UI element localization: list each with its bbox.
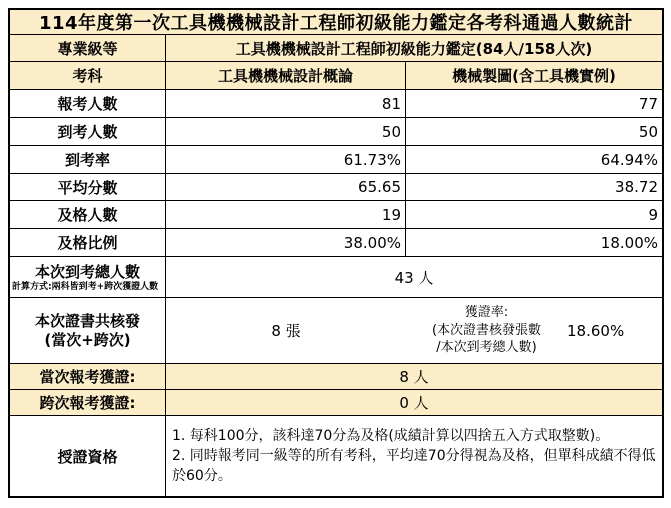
certificates-label-line2: (當次+跨次) xyxy=(44,330,131,349)
average-score-subject1: 65.65 xyxy=(166,174,406,201)
row-label-pass-ratio: 及格比例 xyxy=(10,229,166,257)
total-attended-calc-note: 計算方式:兩科皆到考+跨次獲證人數 xyxy=(12,282,159,293)
average-score-subject2: 38.72 xyxy=(406,174,662,201)
cross-certified-label: 跨次報考獲證: xyxy=(10,390,166,416)
rate-note-line1: 獲證率: xyxy=(464,305,509,321)
cross-certified-value: 0 人 xyxy=(166,390,662,416)
row-label-applicants: 報考人數 xyxy=(10,90,166,118)
qualification-rule-2: 2. 同時報考同一級等的所有考科，平均達70分得視為及格，但單科成績不得低於60分。 xyxy=(172,447,656,485)
certificates-label-line1: 本次證書共核發 xyxy=(34,311,140,330)
row-label-attendees: 到考人數 xyxy=(10,118,166,146)
total-attended-title: 本次到考總人數 xyxy=(34,263,140,282)
passed-count-subject2: 9 xyxy=(406,201,662,229)
row-label-attendance-rate: 到考率 xyxy=(10,146,166,174)
pass-ratio-subject1: 38.00% xyxy=(166,229,406,257)
level-value: 工具機機械設計工程師初級能力鑑定(84人/158人次) xyxy=(166,35,662,62)
certificates-value-area xyxy=(166,298,662,364)
applicants-subject2: 77 xyxy=(406,90,662,118)
certificates-count: 8 張 xyxy=(271,322,301,340)
row-label-passed-count: 及格人數 xyxy=(10,201,166,229)
rate-note-line2: (本次證書核發張數 xyxy=(431,322,542,338)
pass-ratio-subject2: 18.00% xyxy=(406,229,662,257)
attendees-subject2: 50 xyxy=(406,118,662,146)
current-certified-value: 8 人 xyxy=(166,364,662,390)
subject-header-label: 考科 xyxy=(10,62,166,90)
page-title: 114年度第一次工具機機械設計工程師初級能力鑑定各考科通過人數統計 xyxy=(10,10,662,35)
qualification-label: 授證資格 xyxy=(10,416,166,496)
level-label: 專業級等 xyxy=(10,35,166,62)
attendees-subject1: 50 xyxy=(166,118,406,146)
attendance-rate-subject1: 61.73% xyxy=(166,146,406,174)
certificates-label xyxy=(10,298,166,364)
rate-note-line3: /本次到考總人數) xyxy=(436,340,537,356)
statistics-table xyxy=(8,8,664,498)
qualification-rules xyxy=(166,416,662,496)
applicants-subject1: 81 xyxy=(166,90,406,118)
total-attended-label xyxy=(10,257,166,298)
attendance-rate-subject2: 64.94% xyxy=(406,146,662,174)
subject-1-header: 工具機機械設計概論 xyxy=(166,62,406,90)
certificates-rate-value: 18.60% xyxy=(567,321,625,340)
current-certified-label: 當次報考獲證: xyxy=(10,364,166,390)
row-label-average-score: 平均分數 xyxy=(10,174,166,201)
total-attended-value: 43 人 xyxy=(166,257,662,298)
subject-2-header: 機械製圖(含工具機實例) xyxy=(406,62,662,90)
certificates-rate-note xyxy=(406,304,567,357)
passed-count-subject1: 19 xyxy=(166,201,406,229)
qualification-rule-1: 1. 每科100分，該科達70分為及格(成績計算以四捨五入方式取整數)。 xyxy=(172,427,610,444)
